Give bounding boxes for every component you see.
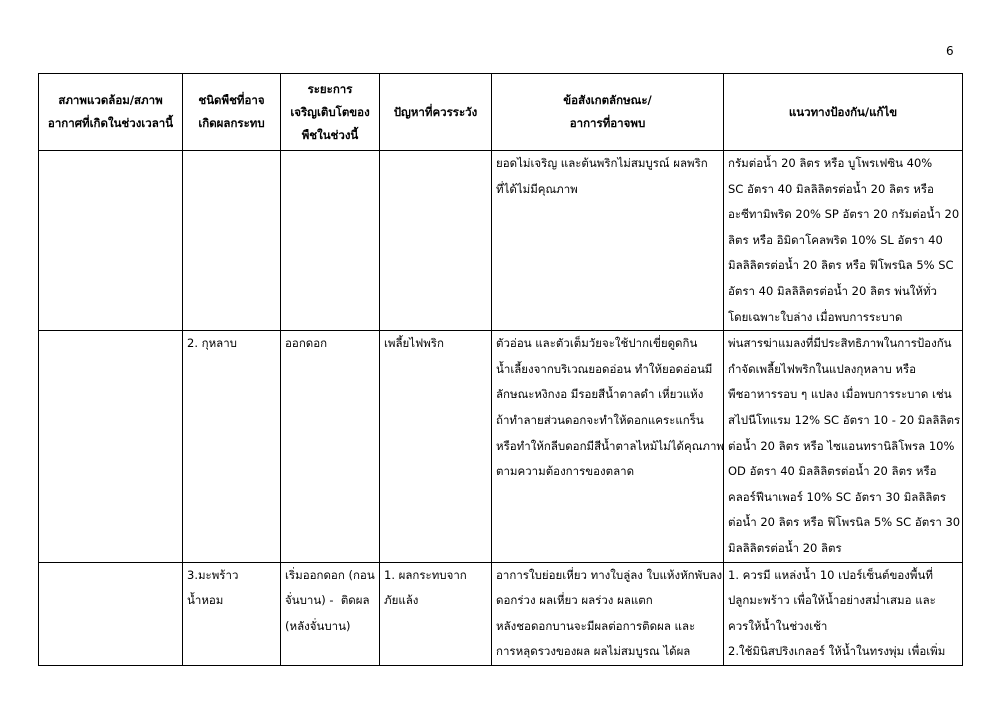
cell-prevention: พ่นสารฆ่าแมลงที่มีประสิทธิภาพในการป้องกัน กำจัดเพลี้ยไฟพริกในแปลงกุหลาบ หรือ พืชอาหารรอบ ๆ แปลง เมื่อพบการระบาด เช่น สไปนีโทแรม 12% SC อัตรา 10 - 20 มิลลิลิตร ต่อน้ำ 20 ลิตร หรือ ไซแอนทรานิลิโพรล 10% OD อัตรา 40 มิลลิลิตรต่อน้ำ 20 ลิตร หรือ คลอร์ฟีนาเพอร์ 10% SC อัตรา 30 มิลลิลิตร ต่อน้ำ 20 ลิตร หรือ ฟิโพรนิล 5% SC อัตรา 30 มิลลิลิตรต่อน้ำ 20 ลิตร	[724, 331, 963, 562]
header-problem: ปัญหาที่ควรระวัง	[380, 74, 492, 151]
header-prevention: แนวทางป้องกัน/แก้ไข	[724, 74, 963, 151]
pest-guidance-table	[38, 73, 963, 666]
header-environment: สภาพแวดล้อม/สภาพ อากาศที่เกิดในช่วงเวลานี้	[39, 74, 183, 151]
table-row	[39, 562, 963, 665]
cell-affected-crop: 3.มะพร้าว น้ำหอม	[183, 562, 281, 665]
cell-environment	[39, 331, 183, 562]
table-header-row	[39, 74, 963, 151]
page-number: 6	[946, 44, 954, 58]
cell-prevention: 1. ควรมี แหล่งน้ำ 10 เปอร์เซ็นต์ของพื้นที่ ปลูกมะพร้าว เพื่อให้น้ำอย่างสม่ำเสมอ และ ควรให้น้ำในช่วงเช้า 2.ใช้มินิสปริงเกลอร์ ให้น้ำในทรงพุ่ม เพื่อเพิ่ม	[724, 562, 963, 665]
cell-growth-stage	[281, 151, 380, 331]
cell-environment	[39, 151, 183, 331]
cell-affected-crop: 2. กุหลาบ	[183, 331, 281, 562]
cell-symptoms: อาการใบย่อยเหี่ยว ทางใบลู่ลง ใบแห้งหักพับลง ดอกร่วง ผลเหี่ยว ผลร่วง ผลแตก หลังชอดอกบานจะมีผลต่อการติดผล และ การหลุดรวงของผล ผลไม่สมบูรณ ได้ผล	[492, 562, 724, 665]
header-symptoms: ข้อสังเกตลักษณะ/ อาการที่อาจพบ	[492, 74, 724, 151]
cell-environment	[39, 562, 183, 665]
cell-prevention: กรัมต่อน้ำ 20 ลิตร หรือ บูโพรเฟซิน 40% SC อัตรา 40 มิลลิลิตรต่อน้ำ 20 ลิตร หรือ อะซีทามิพริด 20% SP อัตรา 20 กรัมต่อน้ำ 20 ลิตร หรือ อิมิดาโคลพริด 10% SL อัตรา 40 มิลลิลิตรต่อน้ำ 20 ลิตร หรือ ฟิโพรนิล 5% SC อัตรา 40 มิลลิลิตรต่อน้ำ 20 ลิตร พ่นให้ทั่ว โดยเฉพาะใบล่าง เมื่อพบการระบาด	[724, 151, 963, 331]
cell-problem	[380, 151, 492, 331]
header-growth-stage: ระยะการ เจริญเติบโตของ พืชในช่วงนี้	[281, 74, 380, 151]
cell-problem: 1. ผลกระทบจาก ภัยแล้ง	[380, 562, 492, 665]
cell-symptoms: ตัวอ่อน และตัวเต็มวัยจะใช้ปากเขี่ยดูดกิน น้ำเลี้ยงจากบริเวณยอดอ่อน ทำให้ยอดอ่อนมี ลักษณะหงิกงอ มีรอยสีน้ำตาลดำ เหี่ยวแห้ง ถ้าทำลายส่วนดอกจะทำให้ดอกแคระแกร็น หรือทำให้กลีบดอกมีสีน้ำตาลไหม้ไม่ได้คุณภาพ ตามความต้องการของตลาด	[492, 331, 724, 562]
header-affected-crop: ชนิดพืชที่อาจ เกิดผลกระทบ	[183, 74, 281, 151]
cell-growth-stage: เริ่มออกดอก (กอน จั่นบาน) - ติดผล (หลังจั่นบาน)	[281, 562, 380, 665]
table-row	[39, 151, 963, 331]
cell-growth-stage: ออกดอก	[281, 331, 380, 562]
cell-problem: เพลี้ยไฟพริก	[380, 331, 492, 562]
cell-affected-crop	[183, 151, 281, 331]
table-row	[39, 331, 963, 562]
cell-symptoms: ยอดไม่เจริญ และต้นพริกไม่สมบูรณ์ ผลพริก ที่ได้ไม่มีคุณภาพ	[492, 151, 724, 331]
